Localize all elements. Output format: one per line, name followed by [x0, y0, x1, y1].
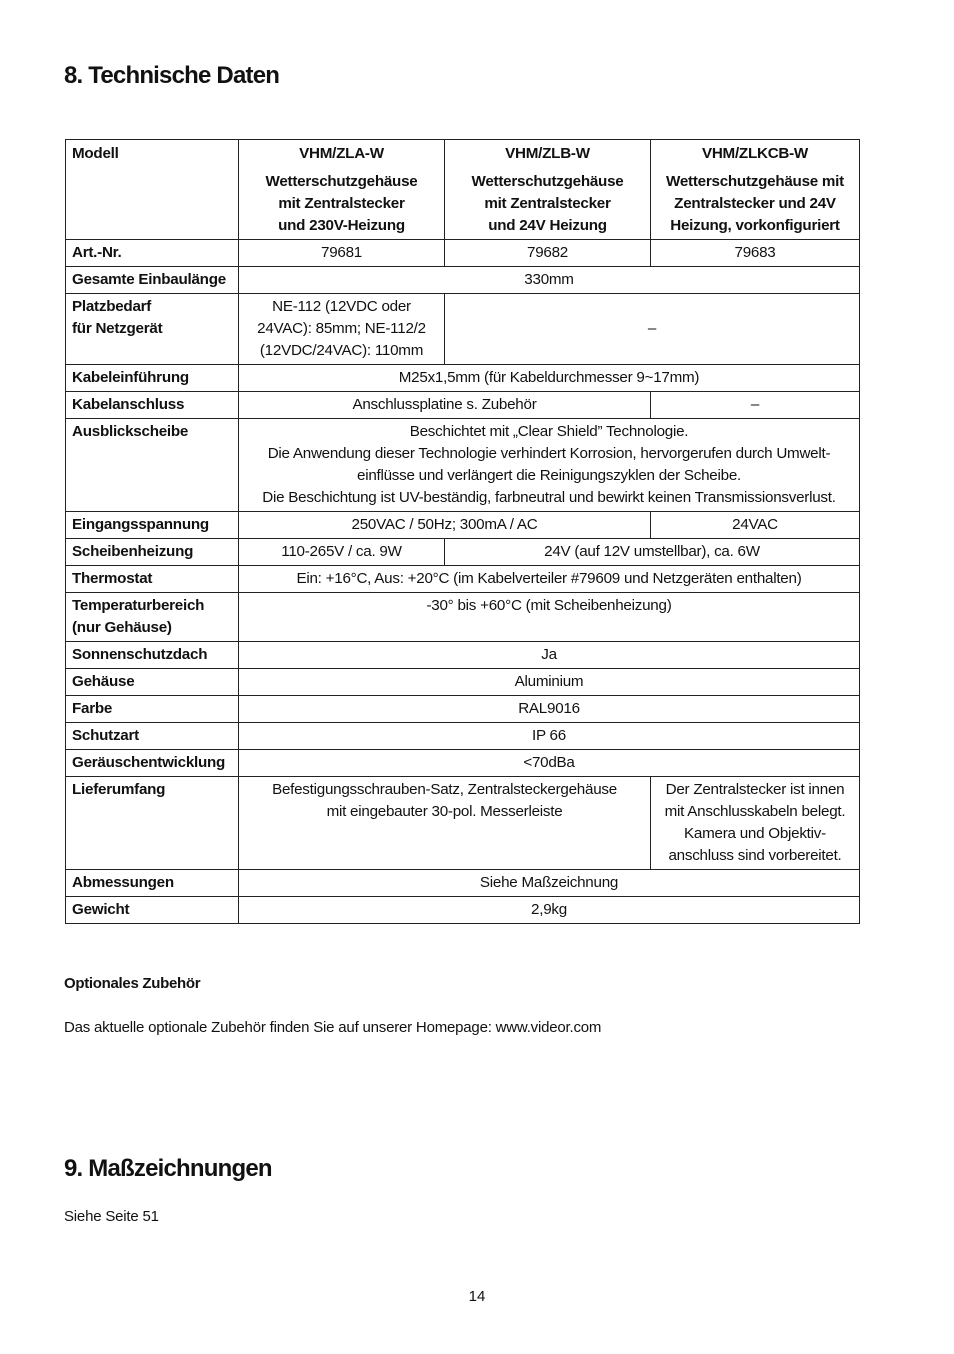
value-cell: Siehe Maßzeichnung — [239, 870, 860, 897]
value-line: Kamera und Objektiv- — [684, 825, 826, 842]
model-cell — [651, 140, 860, 240]
model-name: VHM/ZLB-W — [505, 145, 590, 162]
value-cell: 79681 — [239, 240, 445, 267]
value-cell: 2,9kg — [239, 897, 860, 924]
drawings-reference-text: Siehe Seite 51 — [64, 1208, 159, 1225]
value-line: einflüsse und verlängert die Reinigungszyklen der Scheibe. — [357, 467, 741, 484]
table-row-farbe — [66, 696, 860, 723]
value-line: mit Anschlusskabeln belegt. — [664, 803, 846, 820]
row-label: Thermostat — [66, 566, 239, 593]
table-row-platzbedarf — [66, 294, 860, 365]
table-row-abmessungen — [66, 870, 860, 897]
optional-accessories-heading: Optionales Zubehör — [64, 975, 201, 992]
model-desc-line: Wetterschutzgehäuse mit — [666, 173, 844, 190]
table-row-gehaeuse — [66, 669, 860, 696]
model-cell — [445, 140, 651, 240]
value-cell: 79683 — [651, 240, 860, 267]
value-line: Befestigungsschrauben-Satz, Zentralsteckergehäuse — [272, 781, 617, 798]
table-row-model — [66, 140, 860, 240]
table-row-schutzart — [66, 723, 860, 750]
row-label: Lieferumfang — [66, 777, 239, 870]
row-label: Gewicht — [66, 897, 239, 924]
value-cell: Ein: +16°C, Aus: +20°C (im Kabelverteiler #79609 und Netzgeräten enthalten) — [239, 566, 860, 593]
value-line: Beschichtet mit „Clear Shield” Technologie. — [409, 423, 689, 440]
page-number: 14 — [468, 1288, 486, 1305]
value-cell: 24VAC — [651, 512, 860, 539]
value-cell: 79682 — [445, 240, 651, 267]
row-label: Modell — [66, 140, 239, 240]
row-label-line: für Netzgerät — [72, 320, 163, 337]
row-label: Ausblickscheibe — [66, 419, 239, 512]
table-row-ausblickscheibe — [66, 419, 860, 512]
value-line: anschluss sind vorbereitet. — [668, 847, 842, 864]
model-name: VHM/ZLA-W — [299, 145, 384, 162]
value-cell: M25x1,5mm (für Kabeldurchmesser 9~17mm) — [239, 365, 860, 392]
row-label-line: (nur Gehäuse) — [72, 619, 172, 636]
value-cell — [239, 294, 445, 365]
table-row-eingangsspannung — [66, 512, 860, 539]
value-cell — [239, 419, 860, 512]
model-desc-line: und 24V Heizung — [488, 217, 607, 234]
table-row-scheibenheizung — [66, 539, 860, 566]
row-label: Gehäuse — [66, 669, 239, 696]
value-line: Die Anwendung dieser Technologie verhindert Korrosion, hervorgerufen durch Umwelt- — [267, 445, 831, 462]
table-row-lieferumfang — [66, 777, 860, 870]
row-label: Sonnenschutzdach — [66, 642, 239, 669]
model-desc-line: Wetterschutzgehäuse — [265, 173, 418, 190]
row-label: Kabeleinführung — [66, 365, 239, 392]
table-row-sonnenschutzdach — [66, 642, 860, 669]
row-label: Scheibenheizung — [66, 539, 239, 566]
row-label: Geräuschentwicklung — [66, 750, 239, 777]
row-label: Schutzart — [66, 723, 239, 750]
value-cell: 330mm — [239, 267, 860, 294]
table-row-art-nr — [66, 240, 860, 267]
row-label-line: Temperaturbereich — [72, 597, 205, 614]
value-cell: -30° bis +60°C (mit Scheibenheizung) — [239, 593, 860, 642]
value-line: NE-112 (12VDC oder — [272, 298, 411, 315]
value-line: mit eingebauter 30-pol. Messerleiste — [326, 803, 563, 820]
value-cell: Anschlussplatine s. Zubehör — [239, 392, 651, 419]
row-label — [66, 294, 239, 365]
model-desc-line: und 230V-Heizung — [278, 217, 405, 234]
value-cell: 250VAC / 50Hz; 300mA / AC — [239, 512, 651, 539]
row-label: Kabelanschluss — [66, 392, 239, 419]
model-desc-line: Heizung, vorkonfiguriert — [670, 217, 840, 234]
value-cell — [239, 777, 651, 870]
model-desc-line: mit Zentralstecker — [484, 195, 611, 212]
table-row-einbaulaenge — [66, 267, 860, 294]
value-cell: – — [445, 294, 860, 365]
model-cell — [239, 140, 445, 240]
model-desc-line: Zentralstecker und 24V — [674, 195, 836, 212]
value-cell: <70dBa — [239, 750, 860, 777]
row-label: Gesamte Einbaulänge — [66, 267, 239, 294]
row-label: Art.-Nr. — [66, 240, 239, 267]
value-line: (12VDC/24VAC): 110mm — [259, 342, 424, 359]
value-line: Die Beschichtung ist UV-beständig, farbneutral und bewirkt keinen Transmissionsverlust. — [262, 489, 836, 506]
section-title-drawings: 9. Maßzeichnungen — [64, 1155, 272, 1182]
optional-accessories-text: Das aktuelle optionale Zubehör finden Sie auf unserer Homepage: www.videor.com — [64, 1019, 602, 1036]
value-line: 24VAC): 85mm; NE-112/2 — [257, 320, 426, 337]
model-name: VHM/ZLKCB-W — [701, 145, 809, 162]
value-cell: 24V (auf 12V umstellbar), ca. 6W — [445, 539, 860, 566]
table-row-kabeleinfuehrung — [66, 365, 860, 392]
value-cell: – — [651, 392, 860, 419]
table-row-thermostat — [66, 566, 860, 593]
row-label: Eingangsspannung — [66, 512, 239, 539]
value-cell: Ja — [239, 642, 860, 669]
model-desc-line: mit Zentralstecker — [278, 195, 405, 212]
technical-data-table — [65, 139, 860, 924]
value-cell: RAL9016 — [239, 696, 860, 723]
value-cell: 110-265V / ca. 9W — [239, 539, 445, 566]
value-cell: IP 66 — [239, 723, 860, 750]
value-line: Der Zentralstecker ist innen — [665, 781, 845, 798]
section-title-technical-data: 8. Technische Daten — [64, 62, 280, 89]
table-row-kabelanschluss — [66, 392, 860, 419]
value-cell — [651, 777, 860, 870]
table-row-gewicht — [66, 897, 860, 924]
row-label: Farbe — [66, 696, 239, 723]
model-desc-line: Wetterschutzgehäuse — [471, 173, 624, 190]
row-label — [66, 593, 239, 642]
table-row-temperaturbereich — [66, 593, 860, 642]
row-label-line: Platzbedarf — [72, 298, 152, 315]
row-label: Abmessungen — [66, 870, 239, 897]
table-row-geraeuschentwicklung — [66, 750, 860, 777]
value-cell: Aluminium — [239, 669, 860, 696]
